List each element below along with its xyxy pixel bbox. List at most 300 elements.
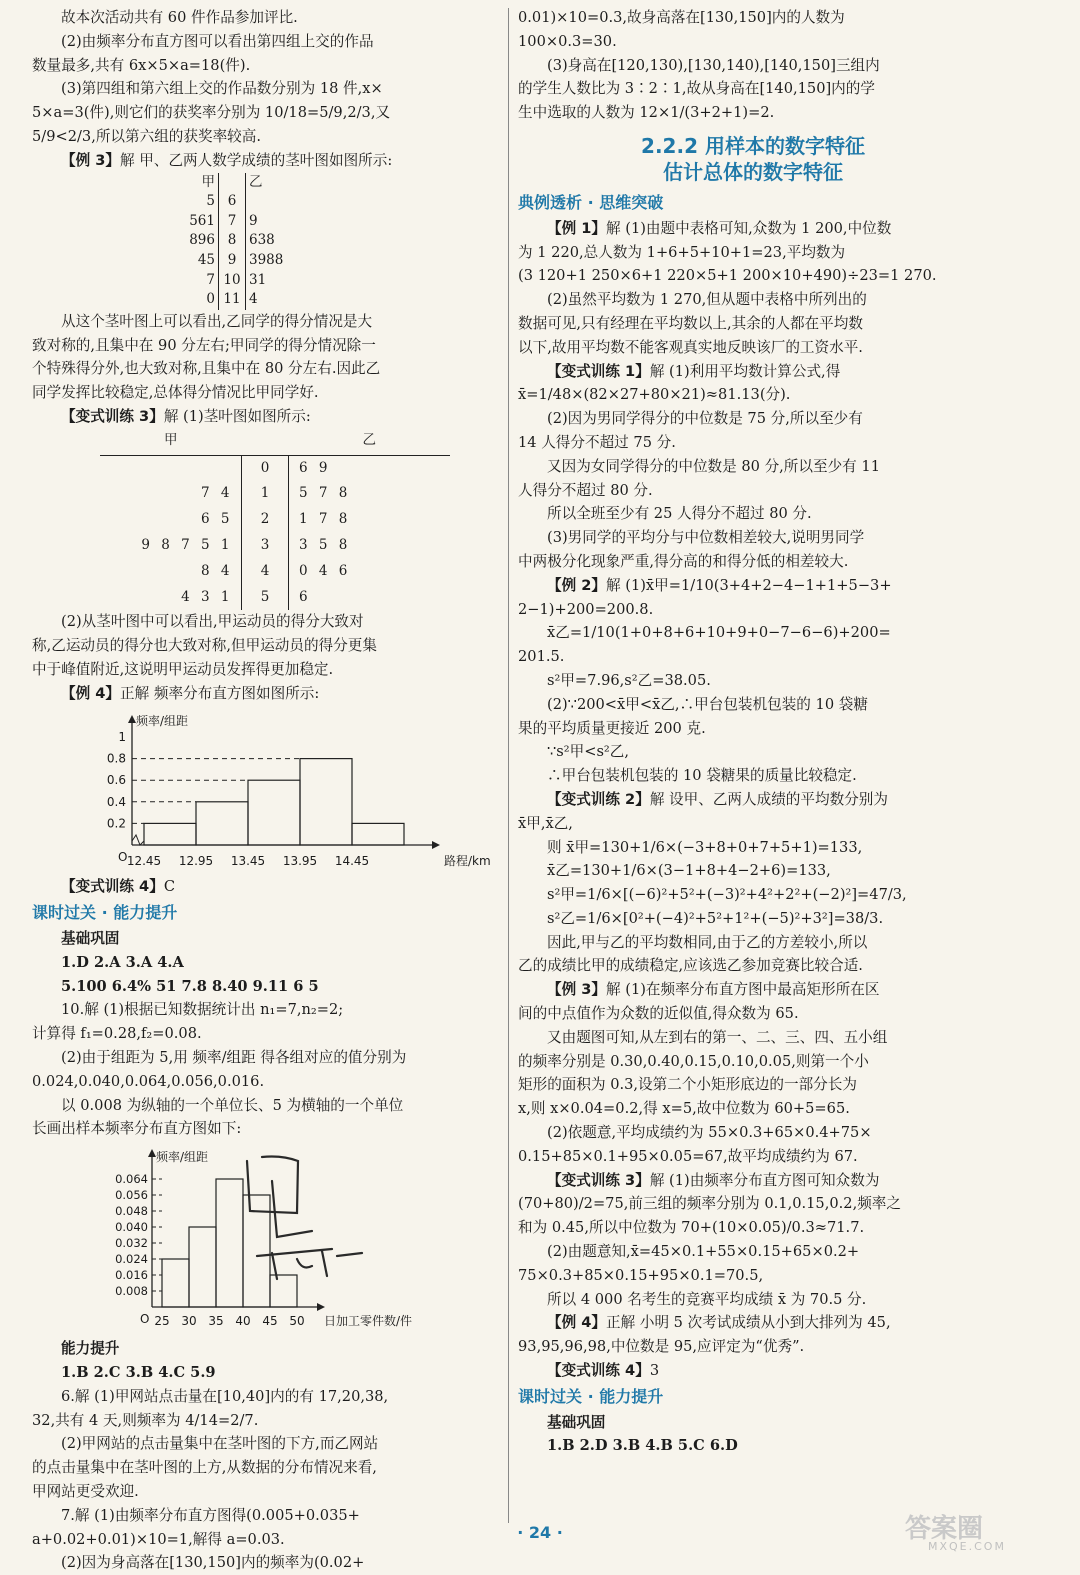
text-line (518, 978, 988, 1002)
x-tick-label: 25 (154, 1314, 170, 1329)
text-content: 数据可见,只有经理在平均数以上,其余的人都在平均数 (518, 314, 863, 332)
text-content: (3)男同学的平均分与中位数相差较大,说明男同学 (547, 529, 865, 547)
text-line (32, 1022, 502, 1046)
text-line (32, 125, 502, 149)
y-axis-label: 频率/组距 (136, 714, 189, 729)
y-tick-label: 0.048 (115, 1204, 148, 1219)
text-line (32, 77, 502, 101)
histogram-bar (144, 824, 196, 846)
text-content: (2)由于组距为 5,用 频率/组距 得各组对应的值分别为 (61, 1049, 407, 1067)
histogram-bar (270, 1275, 297, 1307)
histogram-q10 (72, 1141, 472, 1337)
stem-leaf-plot-variant3 (100, 429, 450, 611)
text-content: (3 120+1 250×6+1 220×5+1 200×10+490)÷23=1 270. (518, 267, 937, 285)
y-tick-label: 0.008 (115, 1284, 148, 1299)
plot-row (152, 192, 312, 212)
text-line (32, 998, 502, 1022)
example-label: 【例 3】 (61, 151, 121, 169)
text-line (32, 1409, 502, 1433)
text-line (32, 1361, 502, 1385)
origin-label: O (140, 1312, 150, 1327)
text-line (518, 645, 988, 669)
text-line (32, 101, 502, 125)
text-line (518, 54, 988, 78)
leaf-right: 6 9 (299, 459, 331, 476)
text-content: (2)因为身高落在[130,150]内的频率为(0.02+ (61, 1554, 365, 1572)
y-tick-label: 0.024 (115, 1252, 148, 1267)
text-content: 乙的成绩比甲的成绩稳定,应该选乙参加竞赛比较合适. (518, 957, 863, 975)
text-line (518, 217, 988, 241)
stem-value: 6 (219, 192, 246, 212)
example-label: 【变式训练 3】 (547, 1171, 650, 1189)
leaf-left: 5 (206, 193, 215, 210)
stem-value: 2 (242, 507, 289, 533)
plot-row (152, 271, 312, 291)
chapter-title-line: 估计总体的数字特征 (663, 159, 843, 184)
text-content: 6.解 (1)甲网站点击量在[10,40]内的有 17,20,38, (61, 1387, 389, 1405)
text-line (518, 717, 988, 741)
histogram-bar (196, 802, 248, 845)
text-content: 3 (649, 1362, 660, 1380)
example-label: 【例 4】 (61, 684, 121, 702)
text-content: 93,95,96,98,中位数是 95,应评定为“优秀”. (518, 1338, 805, 1356)
text-line (518, 479, 988, 503)
plot-row (100, 481, 450, 507)
text-line (518, 931, 988, 955)
text-content: 0.01)×10=0.3,故身高落在[130,150]内的人数为 (518, 9, 845, 26)
x-tick-label: 13.95 (282, 854, 318, 869)
leaf-right: 5 7 8 (299, 485, 351, 502)
text-line (518, 574, 988, 598)
histogram-bar (189, 1227, 216, 1307)
stem-value: 7 (219, 212, 246, 232)
text-content: s²甲=1/6×[(−6)²+5²+(−3)²+4²+2²+(−2)²]=47/3, (547, 886, 907, 904)
text-line (518, 812, 988, 836)
text-line (518, 669, 988, 693)
example-label: 【例 3】 (547, 981, 607, 999)
leaf-right: 31 (249, 271, 267, 288)
text-content: (2)依题意,平均成绩约为 55×0.3+65×0.4+75× (547, 1124, 872, 1142)
text-content: 1.D 2.A 3.A 4.A (61, 953, 184, 971)
text-line (518, 907, 988, 931)
leaf-right: 0 4 6 (299, 562, 351, 579)
y-tick-label: 0.6 (106, 773, 126, 788)
text-line (518, 836, 988, 860)
text-content: 解 (1)利用平均数计算公式,得 (649, 362, 841, 380)
text-content: ∵s²甲<s²乙, (547, 743, 630, 761)
example-label: 【例 1】 (547, 219, 607, 237)
subsection-heading: 基础巩固 (61, 930, 120, 948)
stem-value: 0 (242, 455, 289, 481)
x-tick-label: 40 (235, 1314, 251, 1329)
text-line (518, 6, 988, 30)
text-content: 人得分不超过 80 分. (518, 481, 653, 499)
text-content: 计算得 f₁=0.28,f₂=0.08. (32, 1025, 202, 1043)
text-content: x̄乙=1/10(1+0+8+6+10+9+0−7−6−6)+200= (547, 624, 891, 642)
leaf-right: 638 (249, 232, 275, 249)
example-label: 【变式训练 3】 (61, 407, 164, 425)
text-content: 生中选取的人数为 12×1/(3+2+1)=2. (518, 104, 775, 122)
text-content: 的学生人数比为 3∶2∶1,故从身高在[140,150]内的学 (518, 80, 875, 98)
x-tick-label: 12.95 (178, 854, 214, 869)
text-line (518, 598, 988, 622)
stem-value: 10 (219, 271, 246, 291)
text-content: (2)∵200<x̄甲<x̄乙,∴甲台包装机包装的 10 袋糖 (547, 695, 868, 713)
text-content: 果的平均质量更接近 200 克. (518, 719, 706, 737)
text-content: 32,共有 4 天,则频率为 4/14=2/7. (32, 1411, 259, 1429)
text-content: (2)因为男同学得分的中位数是 75 分,所以至少有 (547, 410, 863, 428)
text-line (518, 1240, 988, 1264)
x-tick-label: 30 (181, 1314, 197, 1329)
text-content: 1.B 2.D 3.B 4.B 5.C 6.D (547, 1437, 738, 1455)
plot-row (100, 507, 450, 533)
plot-row (152, 231, 312, 251)
text-line (518, 101, 988, 125)
text-content: 的频率分别是 0.30,0.40,0.15,0.10,0.05,则第一个小 (518, 1052, 869, 1070)
text-line (518, 1264, 988, 1288)
text-line (518, 1335, 988, 1359)
text-content: ∴甲台包装机包装的 10 袋糖果的质量比较稳定. (547, 767, 857, 785)
text-line (518, 1026, 988, 1050)
text-content: 5×a=3(件),则它们的获奖率分别为 10/18=5/9,2/3,又 (32, 104, 391, 122)
chapter-title-line: 2.2.2 用样本的数字特征 (641, 133, 865, 158)
text-line (32, 149, 502, 173)
histogram-bar (248, 781, 300, 846)
text-content: 中于峰值附近,这说明甲运动员发挥得更加稳定. (32, 660, 334, 678)
text-line (518, 954, 988, 978)
text-line (32, 951, 502, 975)
text-line (518, 336, 988, 360)
subsection-heading: 能力提升 (61, 1340, 120, 1358)
example-label: 【变式训练 1】 (547, 362, 650, 380)
text-content: 2−1)+200=200.8. (518, 600, 654, 618)
text-content: 长画出样本频率分布直方图如下: (32, 1120, 242, 1138)
plot-row (152, 290, 312, 310)
text-line (518, 1434, 988, 1458)
text-content: x̄甲,x̄乙, (518, 814, 573, 832)
histogram-bar (300, 759, 352, 845)
leaf-left: 7 4 (201, 485, 233, 502)
y-tick-label: 0.056 (115, 1188, 148, 1203)
text-content: 14 人得分不超过 75 分. (518, 433, 676, 451)
leaf-left: 45 (197, 251, 215, 268)
plot-row (100, 533, 450, 559)
plot-row (100, 455, 450, 481)
text-line (518, 264, 988, 288)
text-line (518, 1002, 988, 1026)
leaf-right: 6 (299, 588, 312, 605)
leaf-right: 4 (249, 291, 258, 308)
text-content: 致对称的,且集中在 90 分左右;甲同学的得分情况除一 (32, 336, 376, 354)
text-line (32, 1070, 502, 1094)
text-content: 故本次活动共有 60 件作品参加评比. (61, 9, 298, 26)
text-line (32, 634, 502, 658)
text-content: 以下,故用平均数不能客观真实地反映该厂的工资水平. (518, 338, 863, 356)
example-label: 【变式训练 4】 (61, 878, 164, 896)
stem-value: 8 (219, 231, 246, 251)
y-tick-label: 1 (118, 730, 126, 745)
example-label: 【例 4】 (547, 1314, 607, 1332)
plot-row (152, 212, 312, 232)
text-line (32, 875, 502, 899)
plot-row (152, 251, 312, 271)
histogram-bar (162, 1259, 189, 1307)
text-content: (3)身高在[120,130),[130,140),[140,150]三组内 (547, 56, 880, 74)
x-tick-label: 14.45 (334, 854, 370, 869)
y-tick-label: 0.040 (115, 1220, 148, 1235)
text-line (32, 30, 502, 54)
stem-value: 11 (219, 290, 246, 310)
text-content: 5.100 6.4% 51 7.8 8.40 9.11 6 5 (61, 977, 319, 995)
plot-head-left: 甲 (201, 173, 215, 190)
text-content: a+0.02+0.01)×10=1,解得 a=0.03. (32, 1530, 285, 1548)
handwritten-scribble (247, 1157, 362, 1280)
text-line (518, 1121, 988, 1145)
text-content: 201.5. (518, 648, 565, 666)
text-line (32, 1385, 502, 1409)
text-line (32, 405, 502, 429)
histogram-bar (216, 1179, 243, 1307)
text-line (518, 859, 988, 883)
origin-label: O (118, 850, 128, 865)
text-line (518, 1097, 988, 1121)
stem-leaf-plot-example3 (152, 173, 312, 310)
text-content: 1.B 2.C 3.B 4.C 5.9 (61, 1364, 216, 1382)
text-line (518, 407, 988, 431)
text-line (32, 1117, 502, 1141)
plot-head-stem (219, 173, 246, 193)
text-content: C (163, 878, 175, 896)
text-content: (2)由频率分布直方图可以看出第四组上交的作品 (61, 32, 374, 50)
text-content: 解 (1)由题中表格可知,众数为 1 200,中位数 (606, 219, 892, 237)
example-label: 【例 2】 (547, 576, 607, 594)
text-content: 个特殊得分外,也大致对称,且集中在 80 分左右.因此乙 (32, 360, 381, 378)
text-content: 又因为女同学得分的中位数是 80 分,所以至少有 11 (547, 457, 880, 475)
leaf-right: 9 (249, 212, 258, 229)
text-content: 又由题图可知,从左到右的第一、二、三、四、五小组 (547, 1028, 888, 1046)
text-line (518, 1073, 988, 1097)
text-content: 解 (1)x̄甲=1/10(3+4+2−4−1+1+5−3+ (606, 576, 892, 594)
text-content: 0.15+85×0.1+95×0.05=67,故平均成绩约为 67. (518, 1147, 858, 1165)
text-content: (2)由题意知,x̄=45×0.1+55×0.15+65×0.2+ (547, 1243, 860, 1261)
text-line (32, 610, 502, 634)
text-content: 解 甲、乙两人数学成绩的茎叶图如图所示: (120, 151, 393, 169)
leaf-left: 4 3 1 (181, 588, 233, 605)
leaf-left: 0 (206, 291, 215, 308)
left-column (32, 6, 502, 1575)
text-content: 甲网站更受欢迎. (32, 1483, 139, 1501)
example-label: 【变式训练 4】 (547, 1362, 650, 1380)
x-tick-label: 13.45 (230, 854, 266, 869)
plot-row (100, 585, 450, 611)
text-line (518, 788, 988, 812)
text-content: 75×0.3+85×0.15+95×0.1=70.5, (518, 1266, 764, 1284)
text-content: 正解 频率分布直方图如图所示: (120, 684, 320, 702)
text-content: x,则 x×0.04=0.2,得 x=5,故中位数为 60+5=65. (518, 1100, 850, 1118)
text-content: 以 0.008 为纵轴的一个单位长、5 为横轴的一个单位 (61, 1096, 404, 1114)
text-line (518, 883, 988, 907)
text-content: 数量最多,共有 6x×5×a=18(件). (32, 56, 251, 74)
section-heading: 课时过关 · 能力提升 (32, 903, 178, 923)
text-content: 0.024,0.040,0.064,0.056,0.016. (32, 1072, 265, 1090)
section-heading: 典例透析 · 思维突破 (518, 192, 664, 212)
text-content: 和为 0.45,所以中位数为 70+(10×0.05)/0.3≈71.7. (518, 1219, 865, 1237)
x-axis-label: 日加工零件数/件 (324, 1314, 413, 1329)
example-label: 【变式训练 2】 (547, 790, 650, 808)
histogram-example4 (72, 705, 491, 875)
text-line (518, 1216, 988, 1240)
plot-head-right: 乙 (249, 173, 263, 190)
text-content: 正解 小明 5 次考试成绩从小到大排列为 45, (606, 1314, 891, 1332)
x-tick-label: 50 (289, 1314, 305, 1329)
text-line (518, 740, 988, 764)
text-line (518, 621, 988, 645)
leaf-right: 3 5 8 (299, 536, 351, 553)
text-content: 100×0.3=30. (518, 32, 617, 50)
leaf-left: 6 5 (201, 511, 233, 528)
text-content: s²乙=1/6×[0²+(−4)²+5²+1²+(−5)²+3²]=38/3. (547, 909, 884, 927)
y-axis-label: 频率/组距 (156, 1150, 209, 1165)
leaf-left: 7 (206, 271, 215, 288)
text-line (32, 54, 502, 78)
text-content: 中两极分化现象严重,得分高的和得分低的相差较大. (518, 552, 849, 570)
leaf-right (246, 192, 313, 212)
stem-value: 3 (242, 533, 289, 559)
text-line (518, 1145, 988, 1169)
x-tick-label: 35 (208, 1314, 224, 1329)
text-line (518, 1169, 988, 1193)
leaf-left: 896 (189, 232, 215, 249)
text-content: 所以 4 000 名考生的竞赛平均成绩 x̄ 为 70.5 分. (547, 1290, 867, 1308)
text-line (32, 975, 502, 999)
leaf-left (100, 455, 242, 481)
text-line (32, 1046, 502, 1070)
histogram-bar (352, 824, 404, 846)
text-content: 10.解 (1)根据已知数据统计出 n₁=7,n₂=2; (61, 1001, 344, 1019)
text-line (32, 1456, 502, 1480)
text-line (518, 1311, 988, 1335)
text-content: (2)虽然平均数为 1 270,但从题中表格中所列出的 (547, 291, 867, 309)
text-content: 解 设甲、乙两人成绩的平均数分别为 (649, 790, 888, 808)
leaf-left: 8 4 (201, 562, 233, 579)
text-line (518, 502, 988, 526)
text-line (518, 526, 988, 550)
stem-value: 4 (242, 559, 289, 585)
text-content: 解 (1)在频率分布直方图中最高矩形所在区 (606, 981, 880, 999)
text-content: 因此,甲与乙的平均数相同,由于乙的方差较小,所以 (547, 933, 868, 951)
section-heading: 课时过关 · 能力提升 (518, 1386, 664, 1406)
text-line (32, 658, 502, 682)
text-line (518, 241, 988, 265)
plot-head-right: 乙 (289, 429, 451, 455)
text-line (518, 30, 988, 54)
text-line (518, 455, 988, 479)
leaf-left: 9 8 7 5 1 (141, 536, 233, 553)
text-content: 间的中点值作为众数的近似值,得众数为 65. (518, 1005, 799, 1023)
text-content: (70+80)/2=75,前三组的频率分别为 0.1,0.15,0.2,频率之 (518, 1195, 901, 1213)
text-content: 5/9<2/3,所以第六组的获奖率较高. (32, 127, 262, 145)
y-tick-label: 0.8 (106, 752, 126, 767)
text-content: s²甲=7.96,s²乙=38.05. (547, 671, 711, 689)
y-tick-label: 0.016 (115, 1268, 148, 1283)
watermark-logo: 答案圈 (905, 1514, 984, 1544)
text-content: 则 x̄甲=130+1/6×(−3+8+0+7+5+1)=133, (547, 838, 863, 856)
plot-row (100, 559, 450, 585)
text-content: 从这个茎叶图上可以看出,乙同学的得分情况是大 (61, 312, 373, 330)
leaf-left: 561 (189, 212, 215, 229)
chapter-title (518, 133, 988, 185)
text-line (32, 1551, 502, 1575)
subsection-heading: 基础巩固 (547, 1413, 606, 1431)
text-line (518, 764, 988, 788)
right-column (518, 6, 988, 1458)
text-line (518, 1050, 988, 1074)
text-line (518, 312, 988, 336)
x-tick-label: 12.45 (126, 854, 162, 869)
text-content: x̄=1/48×(82×27+80×21)≈81.13(分). (518, 386, 791, 404)
text-line (518, 77, 988, 101)
text-content: (3)第四组和第六组上交的作品数分别为 18 件,x× (61, 80, 383, 98)
text-line (518, 693, 988, 717)
column-separator (508, 8, 509, 1523)
text-line (518, 1192, 988, 1216)
text-line (32, 6, 502, 30)
text-content: 同学发挥比较稳定,总体得分情况比甲同学好. (32, 384, 319, 402)
text-line (518, 431, 988, 455)
text-line (518, 360, 988, 384)
text-line (32, 1094, 502, 1118)
text-line (32, 357, 502, 381)
stem-value: 5 (242, 585, 289, 611)
plot-head-stem (242, 429, 289, 455)
watermark-site: MXQE.COM (928, 1540, 1006, 1553)
text-line (32, 310, 502, 334)
y-tick-label: 0.032 (115, 1236, 148, 1251)
text-line (32, 682, 502, 706)
text-line (518, 1359, 988, 1383)
text-content: 称,乙运动员的得分也大致对称,但甲运动员的得分更集 (32, 637, 377, 655)
text-content: 解 (1)由频率分布直方图可知众数为 (649, 1171, 880, 1189)
stem-value: 1 (242, 481, 289, 507)
text-line (518, 288, 988, 312)
y-tick-label: 0.2 (106, 816, 126, 831)
y-tick-label: 0.4 (106, 795, 126, 810)
text-content: 7.解 (1)由频率分布直方图得(0.005+0.035+ (61, 1506, 360, 1524)
text-content: 矩形的面积为 0.3,设第二个小矩形底边的一部分长为 (518, 1076, 857, 1094)
text-content: (2)甲网站的点击量集中在茎叶图的下方,而乙网站 (61, 1435, 379, 1453)
text-line (32, 334, 502, 358)
y-tick-label: 0.064 (115, 1172, 148, 1187)
text-content: 所以全班至少有 25 人得分不超过 80 分. (547, 505, 812, 523)
x-axis-label: 路程/km (444, 854, 491, 869)
leaf-right: 1 7 8 (299, 511, 351, 528)
text-line (32, 1432, 502, 1456)
text-line (32, 381, 502, 405)
text-line (518, 383, 988, 407)
text-content: 解 (1)茎叶图如图所示: (163, 407, 311, 425)
text-line (518, 550, 988, 574)
x-tick-label: 45 (262, 1314, 278, 1329)
stem-value: 9 (219, 251, 246, 271)
text-line (32, 1480, 502, 1504)
page-number: · 24 · (517, 1523, 563, 1542)
leaf-right: 3988 (249, 251, 284, 268)
text-content: x̄乙=130+1/6×(3−1+8+4−2+6)=133, (547, 862, 831, 880)
text-content: (2)从茎叶图中可以看出,甲运动员的得分大致对 (61, 613, 364, 631)
text-content: 为 1 220,总人数为 1+6+5+10+1=23,平均数为 (518, 243, 846, 261)
text-content: 的点击量集中在茎叶图的上方,从数据的分布情况来看, (32, 1459, 377, 1477)
text-line (518, 1288, 988, 1312)
